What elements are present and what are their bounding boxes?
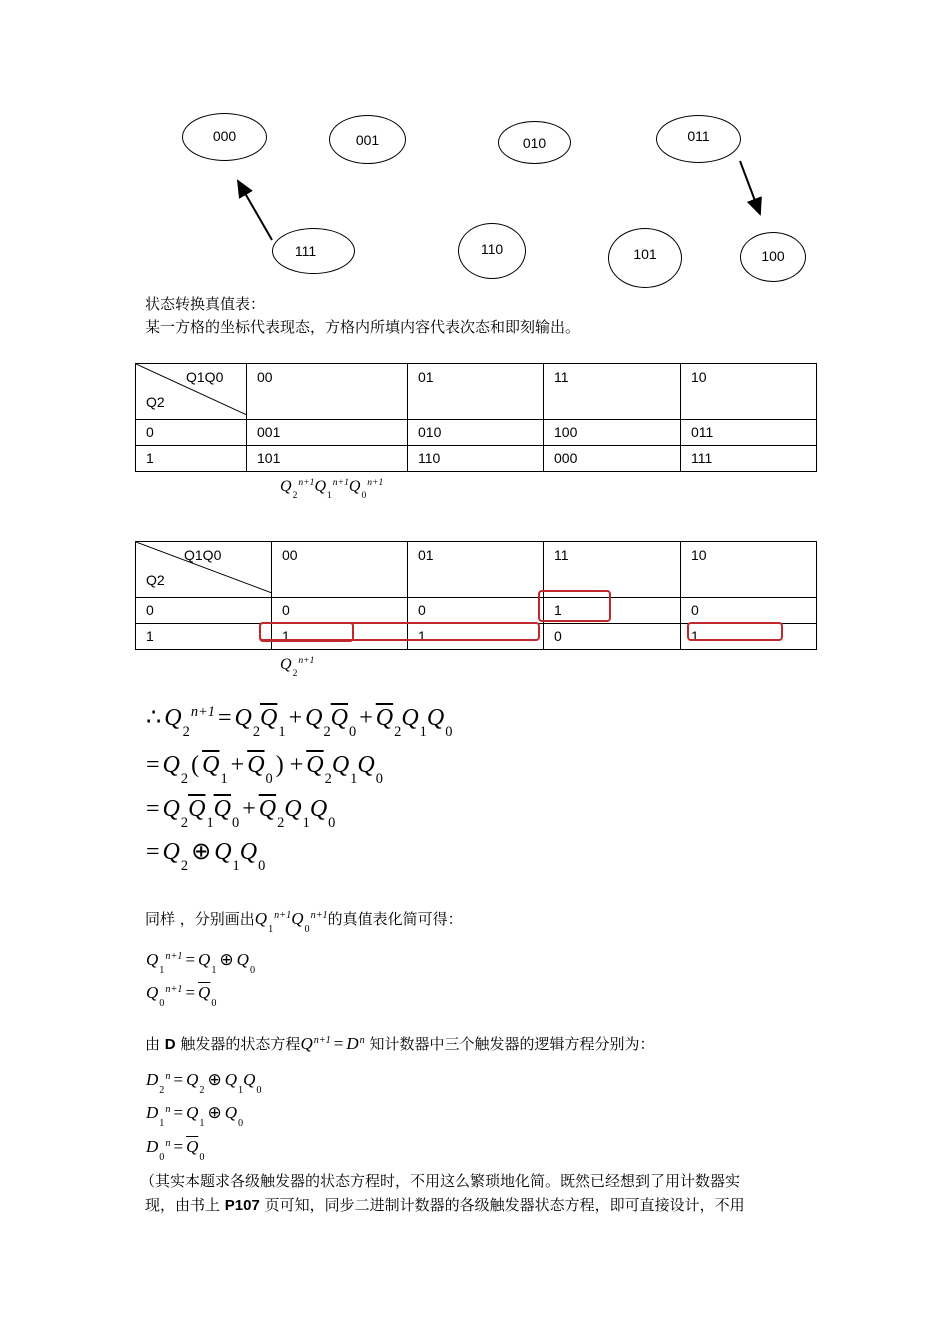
cell: 011 xyxy=(681,420,817,446)
derivation-line-4: = $Q_2\oplus$ $Q_1Q_0$ xyxy=(146,839,266,874)
state-100: 100 xyxy=(740,232,806,282)
state-110: 110 xyxy=(458,223,526,279)
derivation-line-3: = $Q_2\overline{Q}_1\overline{Q}_0+ \overline{Q}_2Q_1Q_0$ xyxy=(146,796,336,831)
cell: 1 xyxy=(681,624,817,650)
corner-top-label: Q1Q0 xyxy=(186,369,224,385)
row-label: 0 xyxy=(136,420,247,446)
corner-cell xyxy=(136,542,272,598)
state-000: 000 xyxy=(182,113,267,161)
cell: 1 xyxy=(272,624,408,650)
state-011: 011 xyxy=(656,115,741,163)
col-header: 11 xyxy=(544,542,681,598)
corner-cell xyxy=(136,364,247,420)
table-row xyxy=(136,598,817,624)
arrow-111-to-000 xyxy=(238,181,272,240)
cell: 1 xyxy=(408,624,544,650)
cell: 001 xyxy=(247,420,408,446)
col-header: 01 xyxy=(408,542,544,598)
truth-table-description: 某一方格的坐标代表现态，方格内所填内容代表次态和即刻输出。 xyxy=(145,318,581,336)
row-label: 0 xyxy=(136,598,272,624)
col-header: 01 xyxy=(408,364,544,420)
cell: 0 xyxy=(408,598,544,624)
state-001: 001 xyxy=(329,115,406,164)
derivation-line-2: = $Q_2$( $\overline{Q}_1+ \overline{Q}_0) + \overline{Q}_2Q_1Q_0$ xyxy=(146,752,383,787)
d2-equation: $D_2^n$ = $Q_2\oplus$ $Q_1Q_0$ xyxy=(146,1070,262,1096)
cell: 010 xyxy=(408,420,544,446)
state-101: 101 xyxy=(608,228,682,288)
cell: 101 xyxy=(247,446,408,472)
col-header: 10 xyxy=(681,364,817,420)
corner-bottom-label: Q2 xyxy=(146,572,165,588)
cell: 100 xyxy=(544,420,681,446)
col-header: 00 xyxy=(247,364,408,420)
q0-equation: $Q_0^{n+1} = \overline{Q}_0$ xyxy=(146,983,217,1009)
footnote-line-1: （其实本题求各级触发器的状态方程时，不用这么繁琐地化简。既然已经想到了用计数器实 xyxy=(140,1172,741,1190)
col-header: 11 xyxy=(544,364,681,420)
derivation-line-1: ∴ $Q_2^{n+1} = Q_2\overline{Q}_1+ Q_2\overline{Q}_0+ \overline{Q}_2Q_1Q_0$ xyxy=(146,704,453,740)
cell: 111 xyxy=(681,446,817,472)
cell: 110 xyxy=(408,446,544,472)
transition-arrows xyxy=(0,0,950,300)
state-010: 010 xyxy=(498,121,571,164)
truth-table-heading: 状态转换真值表： xyxy=(145,295,266,313)
col-header: 10 xyxy=(681,542,817,598)
state-transition-table xyxy=(135,363,817,472)
row-label: 1 xyxy=(136,446,247,472)
cell: 0 xyxy=(681,598,817,624)
cell: 0 xyxy=(544,624,681,650)
d1-equation: $D_1^n$ = $Q_1\oplus$ $Q_0$ xyxy=(146,1103,244,1129)
kmap-group-box xyxy=(538,590,611,622)
row-label: 1 xyxy=(136,624,272,650)
table1-caption: $Q_2^{n+1}Q_1^{n+1}Q_0^{n+1}$ xyxy=(280,477,384,502)
cell: 000 xyxy=(544,446,681,472)
table-row xyxy=(136,420,817,446)
d-flipflop-text: 由 D 触发器的状态方程$Q^{n+1} = D^n$ 知计数器中三个触发器的逻辑方程分别为： xyxy=(145,1034,655,1053)
table-row xyxy=(136,446,817,472)
corner-bottom-label: Q2 xyxy=(146,394,165,410)
cell: 0 xyxy=(272,598,408,624)
footnote-line-2: 现，由书上 P107 页可知，同步二进制计数器的各级触发器状态方程，即可直接设计，不用 xyxy=(145,1196,745,1214)
kmap-group-box xyxy=(259,622,540,641)
cell: 1 xyxy=(544,598,681,624)
corner-top-label: Q1Q0 xyxy=(184,547,222,563)
state-111: 111 xyxy=(272,228,355,274)
d0-equation: $D_0^n = \overline{Q}_0$ xyxy=(146,1137,205,1163)
col-header: 00 xyxy=(272,542,408,598)
table2-caption: $Q_2^{n+1}$ xyxy=(280,655,315,680)
similarly-text: 同样 ，分别画出$Q_1^{n+1}Q_0^{n+1}$的真值表化简可得： xyxy=(145,909,463,935)
q1-equation: $Q_1^{n+1}$ = $Q_1\oplus$ $Q_0$ xyxy=(146,950,256,976)
kmap-group-box xyxy=(687,622,783,641)
arrow-011-to-100 xyxy=(740,161,760,214)
